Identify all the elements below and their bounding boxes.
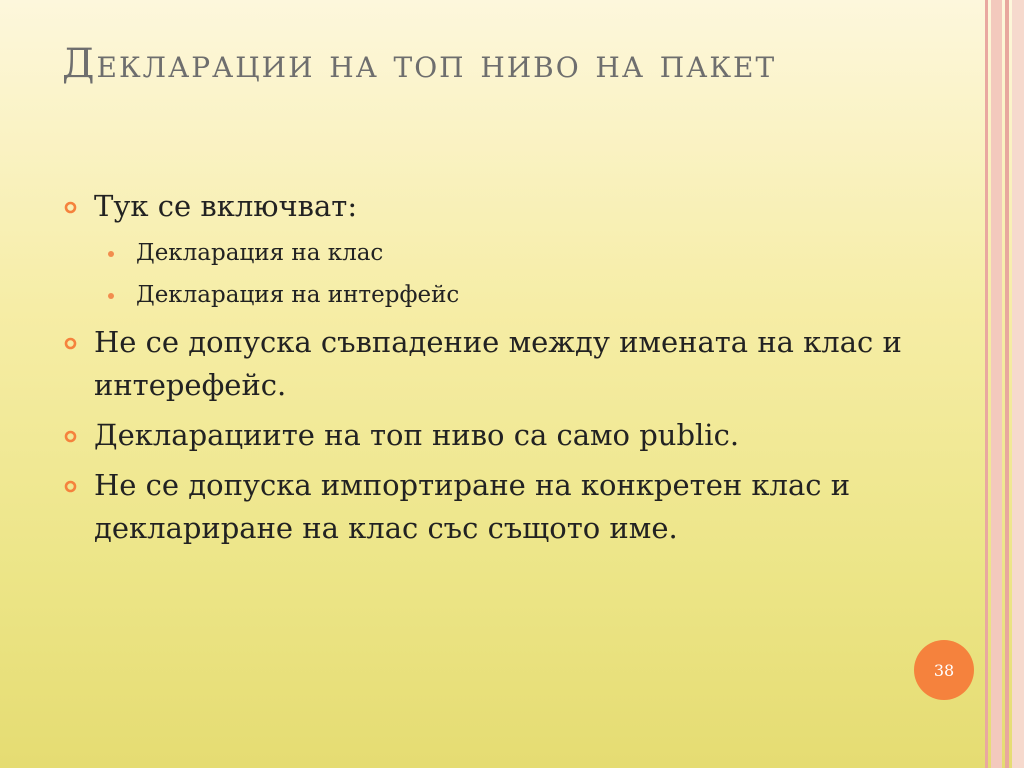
ring-bullet-icon [64,480,77,493]
dot-bullet-icon [108,293,114,299]
bullet-item [64,414,944,457]
bullet-item [64,464,944,550]
border-stripe [1005,0,1009,768]
dot-bullet-icon [108,251,114,257]
bullet-text: Не се допуска импортиране на конкретен клас и деклариране на клас със същото име. [94,468,851,545]
ring-bullet-icon [64,430,77,443]
bullet-list [64,185,944,557]
bullet-text: Декларациите на топ ниво са само public. [94,418,740,452]
border-stripe [985,0,988,768]
sub-bullet-text: Декларация на интерфейс [136,282,460,308]
bullet-item [64,185,944,228]
border-stripe [991,0,1002,768]
sub-bullet-item [64,277,944,314]
sub-bullet-item [64,235,944,272]
slide-title: Декларации на топ ниво на пакет [62,41,777,87]
sub-bullet-list [64,235,944,314]
sub-bullet-text: Декларация на клас [136,240,384,266]
bullet-item [64,321,944,407]
page-number-badge: 38 [914,640,974,700]
bullet-text: Не се допуска съвпадение между имената на клас и интерефейс. [94,325,902,402]
ring-bullet-icon [64,337,77,350]
bullet-text: Тук се включват: [94,189,358,223]
border-stripe [1012,0,1024,768]
ring-bullet-icon [64,201,77,214]
